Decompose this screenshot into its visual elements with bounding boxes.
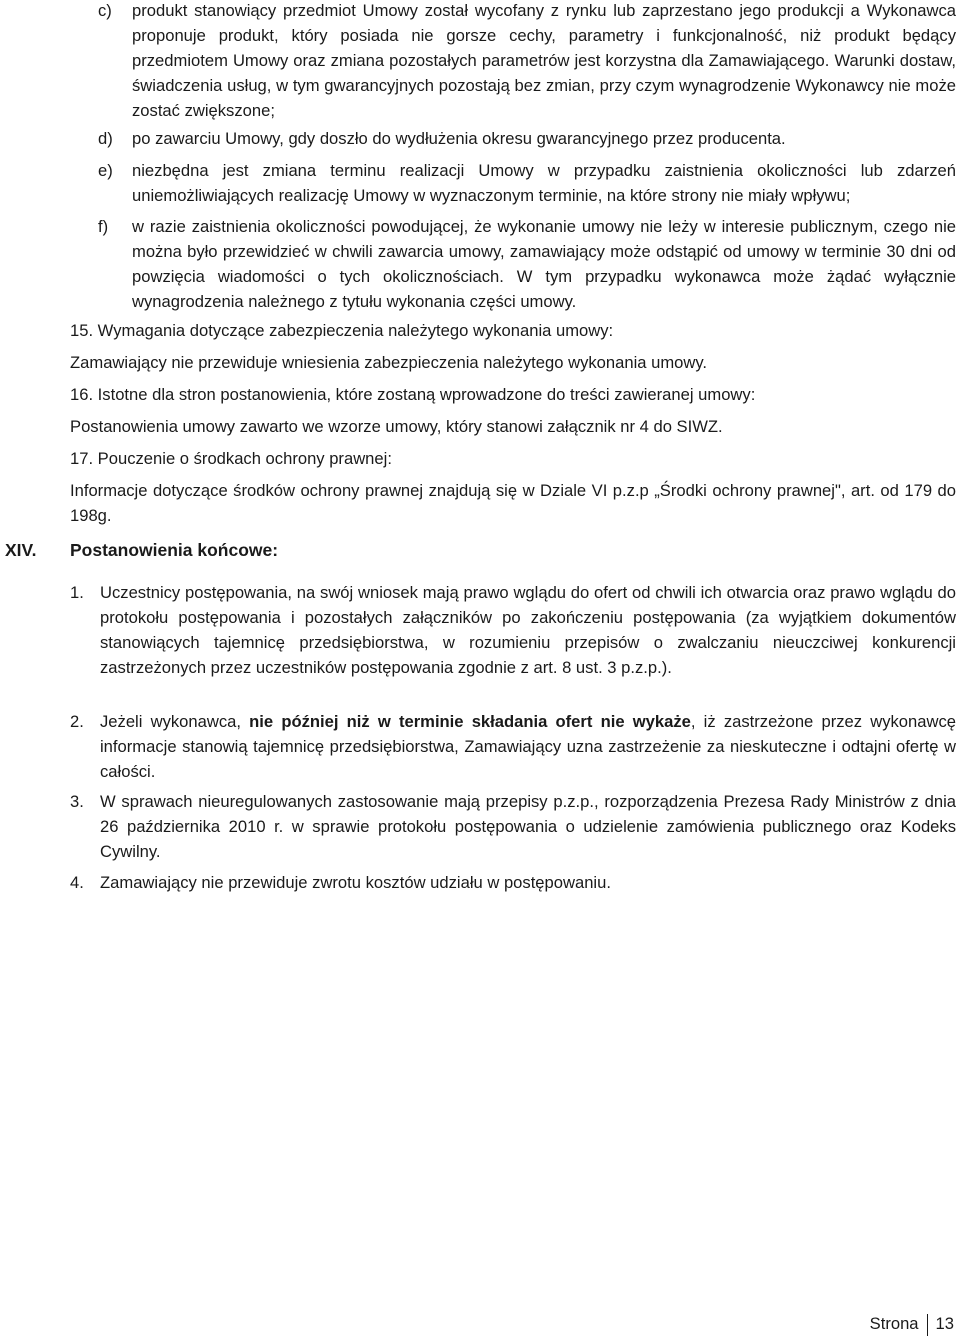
- final-item-text: W sprawach nieuregulowanych zastosowanie mają przepisy p.z.p., rozporządzenia Prezesa Rady Ministrów z dnia 26 października 2010 r. w sprawie protokołu postępowania o udzielenie zamówienia publicznego oraz Kodeks Cywilny.: [100, 792, 956, 861]
- list-item-label: e): [98, 161, 113, 180]
- page-footer: [870, 1311, 954, 1336]
- final-item-text: [100, 709, 956, 784]
- final-item-1: [70, 580, 956, 680]
- final-item-number: 4.: [70, 873, 84, 892]
- list-item-label: c): [98, 1, 112, 20]
- final-item-3: [70, 789, 956, 864]
- heading-17: 17. Pouczenie o środkach ochrony prawnej:: [70, 449, 392, 468]
- section-title: Postanowienia końcowe:: [70, 540, 279, 560]
- final-item-text-before: Jeżeli wykonawca,: [100, 712, 250, 731]
- list-item-text: niezbędna jest zmiana terminu realizacji Umowy w przypadku zaistnienia okoliczności lub zdarzeń uniemożliwiających realizację Umowy w wyznaczonym terminie, na które strony nie miały wpływu;: [132, 161, 956, 205]
- list-item-label: f): [98, 217, 109, 236]
- heading-16: 16. Istotne dla stron postanowienia, które zostaną wprowadzone do treści zawieranej umowy:: [70, 385, 756, 404]
- final-item-text-after: , iż zastrzeżone przez wykonawcę informacje stanowią tajemnicę przedsiębiorstwa, Zamawiający uzna zastrzeżenie za nieskuteczne i odtajni ofertę w całości.: [100, 712, 956, 781]
- paragraph-15: Zamawiający nie przewiduje wniesienia zabezpieczenia należytego wykonania umowy.: [70, 353, 708, 372]
- list-item-e: [70, 158, 956, 208]
- final-item-number: 1.: [70, 583, 84, 602]
- section-number: XIV.: [5, 540, 37, 560]
- list-item-label: d): [98, 129, 113, 148]
- final-item-text: Zamawiający nie przewiduje zwrotu kosztów udziału w postępowaniu.: [100, 873, 611, 892]
- final-item-number: 2.: [70, 712, 84, 731]
- heading-15: 15. Wymagania dotyczące zabezpieczenia należytego wykonania umowy:: [70, 321, 614, 340]
- final-item-text-bold: nie później niż w terminie składania ofert nie wykaże: [249, 712, 691, 731]
- list-item-d: [70, 126, 956, 151]
- list-item-text: w razie zaistnienia okoliczności powodującej, że wykonanie umowy nie leży w interesie publicznym, czego nie można było przewidzieć w chwili zawarcia umowy, zamawiający może odstąpić od umowy w terminie 30 dni od powzięcia wiadomości o tych okolicznościach. W tym przypadku wykonawca może żądać wyłącznie wynagrodzenia należnego z tytułu wykonania części umowy.: [132, 217, 956, 311]
- list-item-f: [70, 214, 956, 314]
- paragraph-17: Informacje dotyczące środków ochrony prawnej znajdują się w Dziale VI p.z.p „Środki ochrony prawnej", art. od 179 do 198g.: [70, 481, 956, 525]
- final-item-2: [70, 709, 956, 784]
- paragraph-16: Postanowienia umowy zawarto we wzorze umowy, który stanowi załącznik nr 4 do SIWZ.: [70, 417, 723, 436]
- page-number: 13: [935, 1314, 954, 1333]
- list-item-text: produkt stanowiący przedmiot Umowy został wycofany z rynku lub zaprzestano jego produkcji a Wykonawca proponuje produkt, który posiada nie gorsze cechy, parametry i funkcjonalność, niż produkt będący przedmiotem Umowy oraz zmiana pozostałych parametrów jest korzystna dla Zamawiającego. Warunki dostaw, świadczenia usług, w tym gwarancyjnych pozostają bez zmian, przy czym wynagrodzenie Wykonawcy nie może zostać zwiększone;: [132, 1, 956, 120]
- footer-label: Strona: [869, 1314, 919, 1333]
- final-item-text: Uczestnicy postępowania, na swój wniosek mają prawo wglądu do ofert od chwili ich otwarcia oraz prawo wglądu do protokołu postępowania i pozostałych załączników po zakończeniu postępowania (za wyjątkiem dokumentów stanowiących tajemnicę przedsiębiorstwa, w rozumieniu przepisów o zwalczaniu nieuczciwej konkurencji zastrzeżonych przez uczestników postępowania zgodnie z art. 8 ust. 3 p.z.p.).: [100, 583, 956, 677]
- list-item-text: po zawarciu Umowy, gdy doszło do wydłużenia okresu gwarancyjnego przez producenta.: [132, 129, 786, 148]
- final-item-4: [70, 870, 956, 895]
- footer-divider: [927, 1314, 928, 1336]
- list-item-c: [70, 0, 956, 123]
- final-item-number: 3.: [70, 792, 84, 811]
